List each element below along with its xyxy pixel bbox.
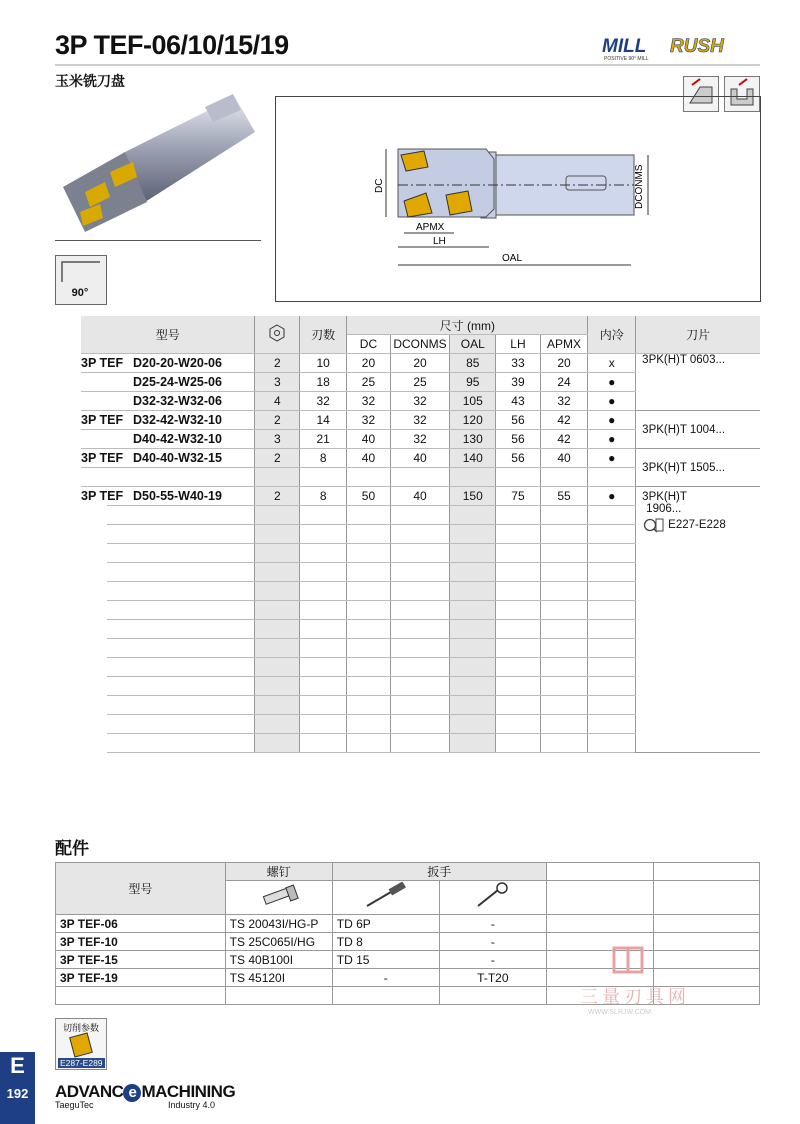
acc-wrench2: -: [439, 951, 546, 969]
magnifier-icon: [642, 517, 664, 533]
z-cell: 2: [255, 411, 300, 430]
flutes-cell: 10: [300, 354, 347, 373]
screwdriver-icon: [332, 881, 439, 915]
acc-wrench2: -: [439, 915, 546, 933]
section-letter: E: [10, 1053, 25, 1078]
acc-wrench2: -: [439, 933, 546, 951]
oal-cell: 105: [450, 392, 496, 411]
flutes-cell: 8: [300, 487, 347, 506]
acc-screw: TS 25C065I/HG: [225, 933, 332, 951]
model-code: D40-40-W32-15: [133, 451, 222, 465]
coolant-cell: ●: [588, 373, 636, 392]
dconms-label: DCONMS: [634, 164, 645, 209]
lh-cell: 39: [496, 373, 540, 392]
logo-right: MACHINING: [141, 1082, 236, 1101]
apmx-cell: 55: [540, 487, 588, 506]
insert-count-icon: [255, 316, 300, 354]
brand-left: MILL: [602, 36, 647, 57]
coolant-header: 内冷: [588, 316, 636, 354]
accessories-title: 配件: [55, 839, 89, 858]
oal-cell: 150: [450, 487, 496, 506]
watermark: [580, 944, 760, 1014]
coolant-cell: ●: [588, 430, 636, 449]
oal-cell: 85: [450, 354, 496, 373]
accessory-row: [56, 915, 760, 933]
page-subtitle: 玉米铣刀盘: [55, 73, 125, 89]
z-cell: 2: [255, 354, 300, 373]
z-cell: 4: [255, 392, 300, 411]
coolant-cell: ●: [588, 487, 636, 506]
dc-cell: 40: [347, 430, 391, 449]
acc-wrench1: TD 15: [332, 951, 439, 969]
title-divider: [55, 64, 760, 66]
acc-wrench1: -: [332, 969, 439, 987]
apmx-cell: 24: [540, 373, 588, 392]
flutes-cell: 21: [300, 430, 347, 449]
dc-cell: 32: [347, 411, 391, 430]
dimensions-header: 尺寸 (mm): [347, 316, 588, 335]
brand-right: RUSH: [670, 36, 724, 57]
insert-cell-large: [636, 487, 760, 753]
watermark-text: 三量刃具网: [580, 987, 690, 1007]
dconms-header: DCONMS: [390, 335, 450, 354]
dconms-cell: 40: [390, 487, 450, 506]
dc-cell: 50: [347, 487, 391, 506]
insert-line-2: 1906...: [646, 503, 682, 515]
lh-cell: 56: [496, 430, 540, 449]
table-row: [81, 449, 760, 468]
company-name: TaeguTec: [55, 1100, 94, 1110]
lh-cell: 75: [496, 487, 540, 506]
page-reference[interactable]: E227-E228: [668, 519, 726, 531]
photo-divider: [55, 240, 261, 241]
apmx-cell: 20: [540, 354, 588, 373]
acc-screw: TS 40B100I: [225, 951, 332, 969]
logo-left: ADVANC: [55, 1082, 124, 1101]
series-prefix: 3P TEF: [81, 356, 124, 370]
series-prefix: 3P TEF: [81, 413, 124, 427]
oal-cell: 120: [450, 411, 496, 430]
flutes-header: 刃数: [300, 316, 347, 354]
acc-model: 3P TEF-19: [56, 969, 226, 987]
screw-header: 螺钉: [225, 863, 332, 881]
coolant-cell: ●: [588, 392, 636, 411]
oal-cell: 140: [450, 449, 496, 468]
wrench-header: 扳手: [332, 863, 546, 881]
lh-cell: 33: [496, 354, 540, 373]
angle-icon: [56, 256, 106, 286]
model-code: D40-42-W32-10: [133, 432, 222, 446]
model-code: D32-32-W32-06: [133, 394, 222, 408]
dconms-cell: 32: [390, 392, 450, 411]
model-code: D25-24-W25-06: [133, 375, 222, 389]
slogan: Industry 4.0: [167, 1100, 215, 1110]
model-code: D50-55-W40-19: [133, 489, 222, 503]
insert-cell: 3PK(H)T 0603...: [636, 354, 760, 411]
entry-angle-label: 90°: [71, 287, 89, 299]
acc-wrench1: TD 8: [332, 933, 439, 951]
dconms-cell: 32: [390, 430, 450, 449]
coolant-cell: ●: [588, 449, 636, 468]
model-code: D32-42-W32-10: [133, 413, 222, 427]
cutting-param-label: 切削参数: [62, 1023, 99, 1033]
acc-screw: TS 45120I: [225, 969, 332, 987]
spec-table: [55, 316, 760, 753]
table-row: [81, 354, 760, 373]
dc-header: DC: [347, 335, 391, 354]
dc-cell: 25: [347, 373, 391, 392]
model-code: D20-20-W20-06: [133, 356, 222, 370]
z-cell: 2: [255, 487, 300, 506]
dc-cell: 20: [347, 354, 391, 373]
watermark-mark: [610, 944, 650, 976]
flutes-cell: 32: [300, 392, 347, 411]
z-cell: 3: [255, 373, 300, 392]
acc-screw: TS 20043I/HG-P: [225, 915, 332, 933]
flutes-cell: 8: [300, 449, 347, 468]
millrush-logo: [600, 32, 760, 62]
dc-label: DC: [374, 178, 385, 193]
insert-header: 刀片: [636, 316, 760, 354]
acc-wrench2: T-T20: [439, 969, 546, 987]
page-title: 3P TEF-06/10/15/19: [55, 30, 289, 60]
logo-e: e: [123, 1084, 141, 1102]
coolant-cell: x: [588, 354, 636, 373]
oal-cell: 130: [450, 430, 496, 449]
model-header: 型号: [81, 316, 255, 354]
tool-photo: [55, 92, 265, 242]
lh-cell: 56: [496, 449, 540, 468]
dc-cell: 40: [347, 449, 391, 468]
flutes-cell: 18: [300, 373, 347, 392]
flutes-cell: 14: [300, 411, 347, 430]
oal-header: OAL: [450, 335, 496, 354]
coolant-cell: ●: [588, 411, 636, 430]
acc-model-header: 型号: [56, 863, 226, 915]
watermark-url: WWW.SLRJW.COM: [588, 1009, 651, 1016]
t-wrench-icon: [439, 881, 546, 915]
lh-label: LH: [433, 236, 446, 247]
advance-machining-logo: [55, 1082, 235, 1102]
footer-subline: [55, 1100, 215, 1110]
lh-cell: 43: [496, 392, 540, 411]
acc-model: 3P TEF-10: [56, 933, 226, 951]
dconms-cell: 40: [390, 449, 450, 468]
apmx-cell: 40: [540, 449, 588, 468]
dimension-diagram: [275, 96, 761, 302]
z-cell: 2: [255, 449, 300, 468]
page-number: 192: [6, 1086, 29, 1101]
dconms-cell: 32: [390, 411, 450, 430]
series-prefix: 3P TEF: [81, 489, 124, 503]
dc-cell: 32: [347, 392, 391, 411]
apmx-header: APMX: [540, 335, 588, 354]
screw-icon: [225, 881, 332, 915]
apmx-cell: 42: [540, 430, 588, 449]
apmx-cell: 42: [540, 411, 588, 430]
oal-cell: 95: [450, 373, 496, 392]
insert-cell: 3PK(H)T 1505...: [636, 449, 760, 487]
z-cell: 3: [255, 430, 300, 449]
cutting-param-pages[interactable]: E287-E289: [60, 1058, 103, 1068]
dimension-drawing: [276, 97, 760, 301]
acc-model: 3P TEF-15: [56, 951, 226, 969]
oal-label: OAL: [502, 253, 523, 264]
apmx-label: APMX: [416, 222, 445, 233]
series-prefix: 3P TEF: [81, 451, 124, 465]
apmx-cell: 32: [540, 392, 588, 411]
dconms-cell: 20: [390, 354, 450, 373]
lh-header: LH: [496, 335, 540, 354]
lh-cell: 56: [496, 411, 540, 430]
brand-tagline: POSITIVE 90° MILL: [604, 56, 649, 62]
table-row: [81, 487, 760, 506]
dconms-cell: 25: [390, 373, 450, 392]
acc-model: 3P TEF-06: [56, 915, 226, 933]
insert-line-1: 3PK(H)T: [642, 491, 687, 503]
table-row: [81, 411, 760, 430]
insert-cell: 3PK(H)T 1004...: [636, 411, 760, 449]
acc-wrench1: TD 6P: [332, 915, 439, 933]
